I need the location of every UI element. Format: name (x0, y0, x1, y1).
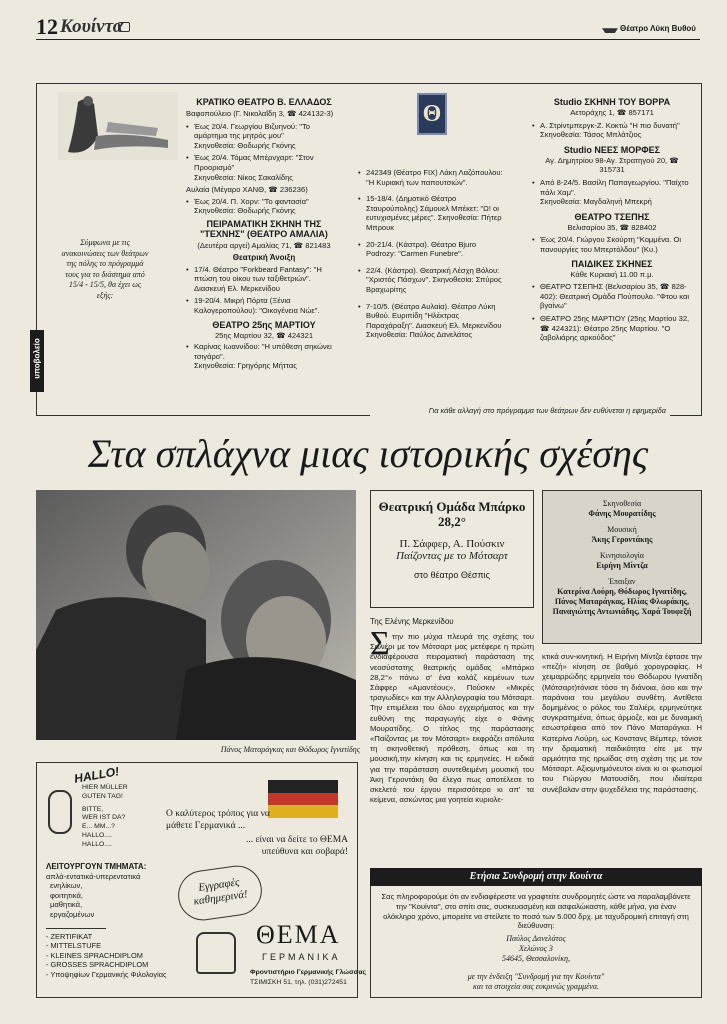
ad-school: Φροντιστήριο Γερμανικής Γλώσσας (250, 969, 367, 976)
ship-icon (602, 25, 618, 33)
upboard-col3 (532, 97, 692, 346)
article-byline: Της Ελένης Μερκενίδου (370, 617, 454, 626)
col1-heading-2: ΠΕΙΡΑΜΑΤΙΚΗ ΣΚΗΝΗ ΤΗΣ "ΤΕΧΝΗΣ" (ΘΕΑΤΡΟ ΑΜΑΛΙΑ) (200, 218, 328, 239)
credit-role-2: Μουσική (607, 525, 637, 534)
upboard-col1 (186, 97, 342, 374)
article-title-box (370, 490, 534, 608)
col2-item-5: • 7-10/5. (Θέατρο Αυλαία). Θέατρο Λύκη Βυθού. Ευριπίδη "Ηλέκτρας Παραχάραξη". Διασκευή Ελ. Μερκενίδου Σκηνοθεσία: Παύλος Δανελάτος (358, 302, 508, 340)
article-body-col1: την πιο μύχια πλευρά της σχέσης του Σαλιέρι με τον Μότσαρτ μας μετέφερε η πρώτη ενδιαφέρουσα πειραματική παράσταση της νεοσύστατης θεατρικής ομάδας «Μπάρκο 28,2°» πάνω σ' ένα κολάζ κειμένων των Σάφφερ «Αμαντέους», Πούσκιν «Μικρές τραγωδίες» και την Αλληλογραφία του Μότσαρτ. Την επιμέλεια του όλου εγχειρήματος και την ευθύνη της παραγωγής είχε ο Φάνης Μουρατίδης. Ο τίτλος της παράστασης «Παίζοντας με τον Μότσαρτ» εκφράζει απόλυτα τη σκηνοθετική πρόθεση, όπως και τη μουσική,την κίνηση και τις ερμηνείες. Η ειδικά για την παράσταση συντεθειμένη μουσική του Άκη Γεροντάκη θα έλεγα πως αποτέλεσε το σκελετό του έργου περισσότερο κι απ' τα κείμενα, ασκώντας μια γοητεία κυριολε- (370, 632, 534, 805)
theatre-logo: Θ (417, 93, 447, 135)
col3-location-4: Κάθε Κυριακή 11.00 π.μ. (570, 269, 654, 279)
upboard-footer: Για κάθε αλλαγή στο πρόγραμμα των θεάτρων δεν ευθύνεται η εφημερίδα (370, 406, 670, 416)
col1-item-4: • 17/4. Θέατρο "Forkbeard Fantasy": "Η πτώση του οίκου των ταξιθετριών". Διασκευή Ελ. Μερκενίδου (186, 265, 342, 294)
col1-item-2: • Έως 20/4. Τόμας Μπέρνχαρτ: "Στον Προορισμό" Σκηνοθεσία: Νίκος Σακαλίδης (186, 153, 342, 182)
credit-name-2: Άκης Γεροντάκης (591, 535, 653, 544)
credit-role-4: Έπαιξαν (608, 577, 636, 586)
credit-name-4: Κατερίνα Λούρη, Θόδωρος Ιγνατίδης, Πάνος Ματαράγκας, Ηλίας Φλωράκης, Παναγιώτης Αντωνιάδης, Χαρά Τουφεξή (552, 587, 692, 616)
ad-dept-title: ΛΕΙΤΟΥΡΓΟΥΝ ΤΜΗΜΑΤΑ: (46, 862, 147, 871)
subscription-name: Παύλος Δανελάτος (506, 934, 566, 943)
ad-tagline-1: Ο καλύτερος τρόπος για να μάθετε Γερμανικά ... (166, 809, 270, 831)
col1-item-1: • Έως 20/4. Γεωργίου Βιζυηνού: "Το αμάρτημα της μητρός μου" Σκηνοθεσία: Θοδωρής Γκόνης (186, 122, 342, 151)
col1-location-1: Βαφοπούλειο (Γ. Νικολαΐδη 3, ☎ 424132-3) (186, 109, 334, 118)
ad-brand: ΘΕΜΑ (256, 920, 341, 949)
ad-cert-rule (46, 928, 106, 929)
col3-item-1: • Α. Στρίντμπεργκ-Ζ. Κοκτώ "Η πιο δυνατή" Σκηνοθεσία: Τάσος Μπλάτζιος (532, 121, 692, 140)
col3-item-2: • Από 8-24/5. Βασίλη Παπαγεωργίου. "Παίχτο πάλι Χαμ". Σκηνοθεσία: Μαγδαληνή Μπεκρή (532, 178, 692, 207)
credit-role-1: Σκηνοθεσία (602, 499, 642, 508)
col3-item-3: • Έως 20/4. Γιώργου Σκούρτη "Κομμένα. Οι πανουργίες του Μπερτόλδου" (Κυ.) (532, 235, 692, 254)
credit-role-3: Κινησιολογία (600, 551, 644, 560)
phone-icon (48, 790, 72, 834)
col3-item-5: • ΘΕΑΤΡΟ 25ης ΜΑΡΤΙΟΥ (25ης Μαρτίου 32, ☎ 424321): Θέατρο 25ης Μαρτίου. "Ο ζαβολιάρης αρκούδος" (532, 314, 692, 343)
header-theatre: Θέατρο Λύκη Βυθού (620, 24, 696, 33)
col1-heading-1: ΚΡΑΤΙΚΟ ΘΕΑΤΡΟ Β. ΕΛΛΑΔΟΣ (196, 97, 332, 107)
col3-heading-1: Studio ΣΚΗΝΗ ΤΟΥ ΒΟΡΡΑ (553, 97, 671, 107)
col1-location-4: 25ης Μαρτίου 32, ☎ 424321 (214, 330, 314, 340)
upboard-side-label: υποβολείο (32, 338, 42, 379)
upboard-intro: Σύμφωνα με τις ανακοινώσεις των θεάτρων της πόλης το πρόγραμμά τους για το διάστημα από 15/4 - 15/5, θα έχει ως εξής: (61, 238, 149, 300)
col1-heading-3: Θεατρική Άνοιξη (232, 252, 296, 262)
col3-heading-2: Studio ΝΕΕΣ ΜΟΡΦΕΣ (563, 144, 661, 155)
article-group: Θεατρική Ομάδα Μπάρκο 28,2° (378, 499, 526, 529)
article-authors: Π. Σάφφερ, Α. Πούσκιν (399, 538, 505, 550)
article-dropcap: Σ (370, 625, 390, 662)
article-photo (36, 490, 356, 740)
page-number: 12 (36, 14, 58, 39)
col1-location-2: Αυλαία (Μέγαρο ΧΑΝΘ, ☎ 236236) (186, 185, 308, 195)
article-title: Παίζοντας με το Μότσαρτ (396, 550, 508, 562)
credit-name-3: Ειρήνη Μίντζα (596, 561, 648, 570)
ad-stamp: Εγγραφές καθημερινά! (175, 862, 265, 923)
col3-location-2: Αγ. Δημητρίου 98-Αγ. Στρατηγού 20, ☎ 315731 (545, 155, 679, 175)
col3-heading-4: ΠΑΙΔΙΚΕΣ ΣΚΗΝΕΣ (571, 258, 653, 269)
col3-item-4: • ΘΕΑΤΡΟ ΤΣΕΠΗΣ (Βελισαρίου 35, ☎ 828-402): Θεατρική Ομάδα Πούπουλο. "Φτου και βγαίνω" (532, 282, 692, 311)
col1-item-6: • Καρίνας Ιωαννίδου: "Η υπόθεση σηκώνει τσιγάρο". Σκηνοθεσία: Γρηγόρης Μήττας (186, 342, 342, 371)
col1-item-5: • 19-20/4. Μικρή Πόρτα (Ξένια Καλογεροπούλου): "Οικογένεια Νώε". (186, 296, 342, 315)
subscription-city: 54645, Θεσσαλονίκη, (501, 954, 571, 963)
credits-box (542, 490, 702, 644)
stage-illustration (58, 92, 178, 160)
subscription-note-1: με την ένδειξη "Συνδρομή για την Κουίντα" (467, 972, 605, 981)
subscription-note-2: και τα στοιχεία σας ευκρινώς γραμμένα. (472, 982, 600, 991)
col1-item-3: • Έως 20/4. Π. Χορν: "Το φαντασία" Σκηνοθεσία: Θοδωρής Γκόνης (186, 197, 342, 216)
col2-item-3: • 20-21/4. (Κάστρα). Θέατρο Bjuro Podrozy: "Carmen Funebre". (358, 240, 508, 259)
col2-item-4: • 22/4. (Κάστρα). Θεατρική Λέσχη Βόλου: "Χριστός Πάσχων". Σκηνοθεσία: Σπύρος Βραχωρίτης (358, 266, 508, 295)
photo-caption: Πάνος Ματαράγκας και Θόδωρος Ιγνατίδης (220, 745, 360, 754)
header-ornament-icon (118, 22, 130, 32)
ad-address: ΤΣΙΜΙΣΚΗ 51, τηλ. (031)272451 (250, 979, 347, 986)
subscription-title: Ετήσια Συνδρομή στην Κουίντα (370, 868, 702, 886)
header-rule (36, 39, 700, 40)
col1-heading-4: ΘΕΑΤΡΟ 25ης ΜΑΡΤΙΟΥ (212, 319, 316, 330)
ad-dept-sub: απλά-εντατικά-υπερεντατικά (46, 871, 141, 881)
headline: Στα σπλάχνα μιας ιστορικής σχέσης (87, 431, 649, 476)
upboard-col2 (358, 168, 508, 343)
col3-location-1: Αετοράχης 1, ☎ 857171 (570, 108, 654, 117)
ad-telephone-icon (196, 932, 236, 974)
col1-location-3: (Δευτέρα αργεί) Αμαλίας 71, ☎ 821483 (197, 240, 331, 250)
ad-phone-bubble: HIER MÜLLER GUTEN TAG! BITTE, WER IST DA? E... MM...? HALLO.... HALLO.... (82, 784, 128, 848)
subscription-street: Χελώνος 3 (519, 944, 553, 953)
credit-name-1: Φάνης Μουρατίδης (588, 509, 656, 518)
ad-departments: ΛΕΙΤΟΥΡΓΟΥΝ ΤΜΗΜΑΤΑ: απλά-εντατικά-υπερεντατικά ενηλίκων, φοιτητικά, μαθητικά, εργαζομένων (46, 862, 176, 920)
col3-location-3: Βελισαρίου 35, ☎ 828402 (567, 222, 657, 232)
subscription-text: Σας πληροφορούμε ότι αν ενδιαφέρεστε να γραφτείτε συνδρομητές ώστε να παραλαμβάνετε την "Κουίντα", στο σπίτι σας, συσκευασμένη και ασφαλώκαστη, κάθε μήνα, για έναν ολόκληρο χρόνο, μπορείτε να στείλετε το ποσό των 5.000 δρχ. με ταχυδρομική επιταγή στη διεύθυνση: (381, 892, 691, 931)
ad-brand-sub: ΓΕΡΜΑΝΙΚΑ (262, 952, 341, 962)
ad-tagline-2: ... είναι να δείτε το ΘΕΜΑ υπεύθυνα και σοβαρά! (245, 835, 348, 857)
col3-heading-3: ΘΕΑΤΡΟ ΤΣΕΠΗΣ (574, 211, 650, 222)
article-body-col2: κτικά συν-κινητική. Η Ειρήνη Μίντζα έφτασε την «πεζή» κίνηση σε βαθμό χορογραφίας. Η χειμαρρώδης ερμηνεία του Θόδωρου Ιγνατίδη (Μότσαρτ)τόνισε τόσο τη διάνοια, όσο και την παράνοια του μεγάλου συνθέτη. Αντίθετα δομημένος ο ρόλος του Σαλιέρι, ερμηνεύτηκε συγκρατημένα, όπως άρμοζε, και με δυναμική εσωστρέφεια από τον Πάνο Ματαράγκα. Η Κατερίνα Λούρη, ως Κονστανς Βέμπερ, τόνισε την δραματική παιδικότητα είτε με την αρμιότητα της ηρωίδας στη σχέση της με τον Μότσαρτ. Αξιομνημόνευτοι είναι κι οι φωτισμοί του Γιώργου Ματουσίδη, που ιδιαίτερα συνέβαλαν στην ψυχεδέλεια της παράστασης. (542, 652, 702, 794)
col2-item-2: • 15-18/4. (Δημοτικό Θέατρο Σταυρούπολης) Σάμουελ Μπέκετ: "Ω! οι ευτυχισμένες μέρες". Σκηνοθεσία: Πήτερ Μπρουκ (358, 194, 508, 232)
article-venue: στο θέατρο Θέσπις (413, 570, 490, 580)
magazine-logo: Κουίντα (60, 16, 124, 37)
ad-certificates: - ZERTIFIKAT - MITTELSTUFE - KLEINES SPRACHDIPLOM - GROSSES SPRACHDIPLOM - Υποψηφίων Γερμανικής Φιλολογίας (46, 932, 167, 979)
hallo-burst: HALLO! (73, 764, 121, 786)
col2-item-1: • 242349 (Θέατρο FIX) Λάκη Λαζόπουλου: "Η Κυριακή των παπουτσιών". (358, 168, 508, 187)
